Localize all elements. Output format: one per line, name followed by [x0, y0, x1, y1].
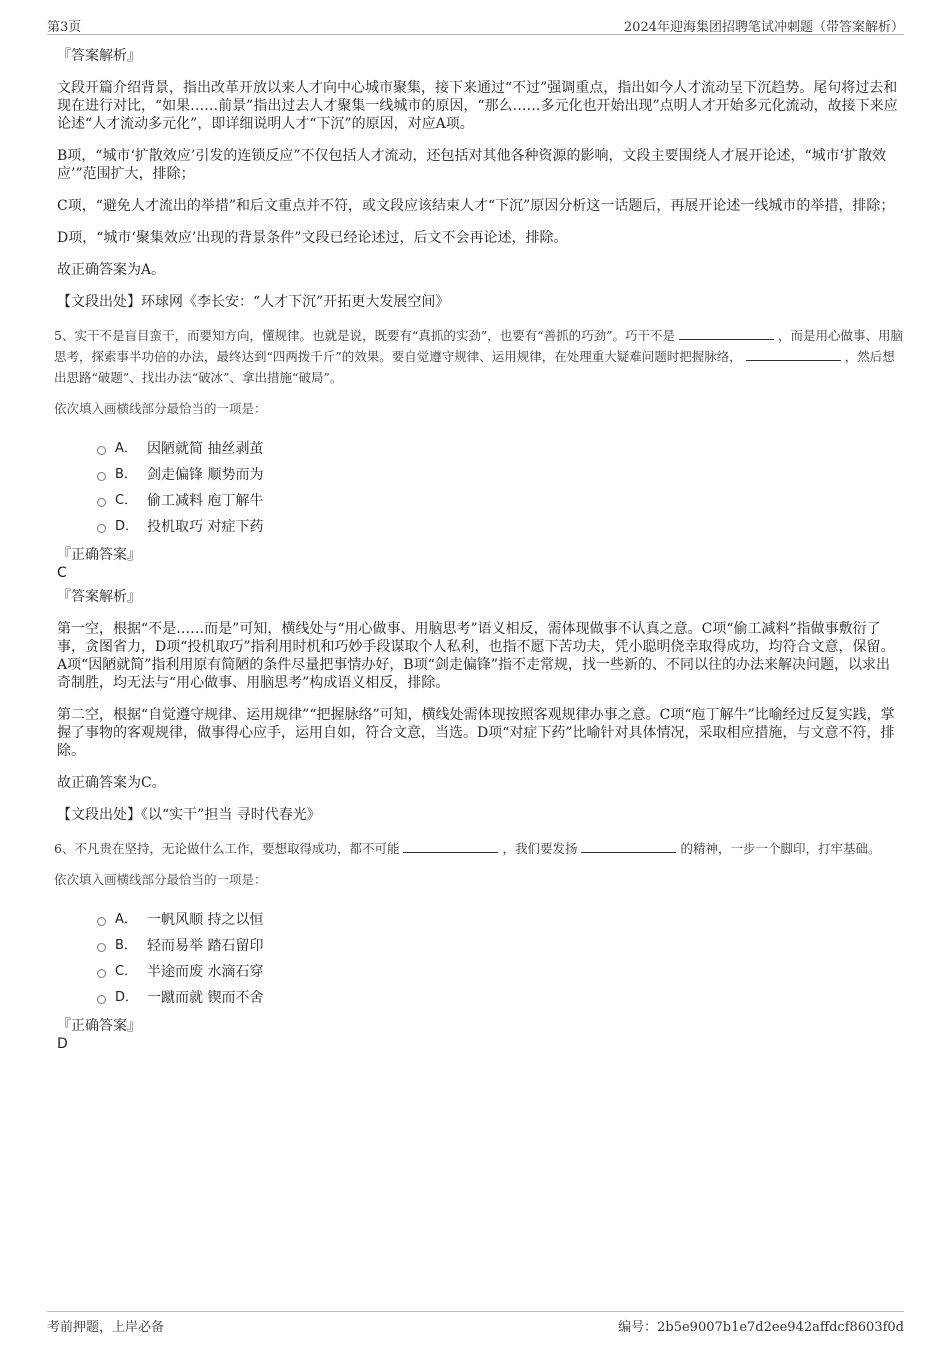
q4-conclusion: 故正确答案为A。 — [57, 262, 166, 278]
q6-option-d[interactable]: D． 一蹴而就 锲而不舍 — [97, 985, 904, 1011]
q5-options — [97, 436, 904, 540]
q5-option-c[interactable]: C． 偷工减料 庖丁解牛 — [97, 488, 904, 514]
q5-analysis-paragraph: 第一空，根据“不是……而是”可知，横线处与“用心做事、用脑思考”语义相反，需体现做事不认真之意。C项“偷工减料”指做事敷衍了事，贪图省力，D项“投机取巧”指利用时机和巧妙手段谋取个人私利，也指不愿下苦功夫，凭小聪明侥幸取得成功，均符合文意，保留。A项“因陋就简”指利用原有简陋的条件尽量把事情办好，B项“剑走偏锋”指不走常规，找一些新的、不同以往的办法来解决问题，以求出奇制胜，均无法与“用心做事、用脑思考”构成语义相反，排除。 — [57, 621, 895, 691]
radio-icon[interactable] — [97, 524, 106, 533]
q5-option-d[interactable]: D． 投机取巧 对症下药 — [97, 514, 904, 540]
q6-option-b[interactable]: B． 轻而易举 踏石留印 — [97, 933, 904, 959]
radio-icon[interactable] — [97, 995, 106, 1004]
q5-answer-label: 『正确答案』 — [57, 547, 141, 563]
document-title: 2024年迎海集团招聘笔试冲刺题（带答案解析） — [623, 20, 904, 35]
q4-analysis-paragraph: B项，“城市‘扩散效应’引发的连锁反应”不仅包括人才流动，还包括对其他各种资源的影响，文段主要围绕人才展开论述，“城市‘扩散效应’”范围扩大，排除； — [57, 148, 887, 182]
q6-answer-label: 『正确答案』 — [57, 1018, 141, 1034]
q5-text-b: ，而是用心做事、用脑思考，探索事半功倍的办法，最终达到“四两拨千斤”的效果。要自觉遵守规律、运用规律，在处理重大疑难问题时把握脉络， — [54, 328, 904, 364]
q5-blank-1 — [679, 327, 774, 340]
q5-analysis-label: 『答案解析』 — [57, 589, 141, 605]
q5-question — [54, 325, 904, 388]
radio-icon[interactable] — [97, 498, 106, 507]
footer-slogan: 考前押题，上岸必备 — [47, 1320, 165, 1335]
q6-answer: D — [57, 1036, 68, 1052]
q5-option-b[interactable]: B． 剑走偏锋 顺势而为 — [97, 462, 904, 488]
q4-analysis-label: 『答案解析』 — [57, 48, 141, 64]
q5-conclusion: 故正确答案为C。 — [57, 775, 166, 791]
q5-analysis-paragraph: 第二空，根据“自觉遵守规律、运用规律”“把握脉络”可知，横线处需体现按照客观规律办事之意。C项“庖丁解牛”比喻经过反复实践，掌握了事物的客观规律，做事得心应手，运用自如，符合文意，当选。D项“对症下药”比喻针对具体情况，采取相应措施，与文意不符，排除。 — [57, 707, 895, 759]
radio-icon[interactable] — [97, 917, 106, 926]
q5-text-c: ，然后想出思路“破题”、找出办法“破冰”、拿出措施“破局”。 — [54, 349, 895, 385]
page-header — [47, 14, 904, 35]
radio-icon[interactable] — [97, 943, 106, 952]
q5-option-a[interactable]: A． 因陋就简 抽丝剥茧 — [97, 436, 904, 462]
q5-source: 【文段出处】《以“实干”担当 寻时代春光》 — [57, 807, 321, 823]
q6-blank-2 — [581, 840, 676, 853]
page-footer — [47, 1311, 904, 1336]
q6-blank-1 — [403, 840, 498, 853]
radio-icon[interactable] — [97, 472, 106, 481]
q5-text-a: 5、实干不是盲目蛮干，而要知方向，懂规律。也就是说，既要有“真抓的实劲”，也要有“善抓的巧劲”。巧干不是 — [54, 328, 676, 343]
page-content — [54, 47, 904, 1059]
radio-icon[interactable] — [97, 446, 106, 455]
q6-options — [97, 907, 904, 1011]
page-number: 第3页 — [47, 20, 82, 35]
q4-source: 【文段出处】环球网《李长安：“人才下沉”开拓更大发展空间》 — [57, 294, 450, 310]
q6-option-c[interactable]: C． 半途而废 水滴石穿 — [97, 959, 904, 985]
q4-analysis-paragraph: D项，“城市‘聚集效应’出现的背景条件”文段已经论述过，后文不会再论述，排除。 — [57, 230, 568, 246]
q6-text-c: 的精神，一步一个脚印，打牢基础。 — [680, 841, 881, 856]
q6-prompt: 依次填入画横线部分最恰当的一项是： — [54, 872, 267, 887]
q6-option-a[interactable]: A． 一帆风顺 持之以恒 — [97, 907, 904, 933]
q4-analysis-paragraph: C项，“避免人才流出的举措”和后文重点并不符，或文段应该结束人才“下沉”原因分析这一话题后，再展开论述一线城市的举措，排除； — [57, 198, 895, 214]
radio-icon[interactable] — [97, 969, 106, 978]
q5-answer: C — [57, 565, 67, 581]
document-code: 编号：2b5e9007b1e7d2ee942affdcf8603f0d — [618, 1320, 904, 1335]
q4-analysis-paragraph: 文段开篇介绍背景，指出改革开放以来人才向中心城市聚集，接下来通过“不过”强调重点，指出如今人才流动呈下沉趋势。尾句将过去和现在进行对比，“如果……前景”指出过去人才聚集一线城市的原因，“那么……多元化也开始出现”点明人才开始多元化流动，故接下来应论述“人才流动多元化”，即详细说明人才“下沉”的原因，对应A项。 — [57, 80, 898, 132]
q6-text-a: 6、不凡贵在坚持，无论做什么工作，要想取得成功，都不可能 — [54, 841, 400, 856]
q5-prompt: 依次填入画横线部分最恰当的一项是： — [54, 401, 267, 416]
q6-text-b: ，我们要发扬 — [502, 841, 578, 856]
q5-blank-2 — [746, 348, 841, 361]
q6-question — [54, 838, 904, 859]
